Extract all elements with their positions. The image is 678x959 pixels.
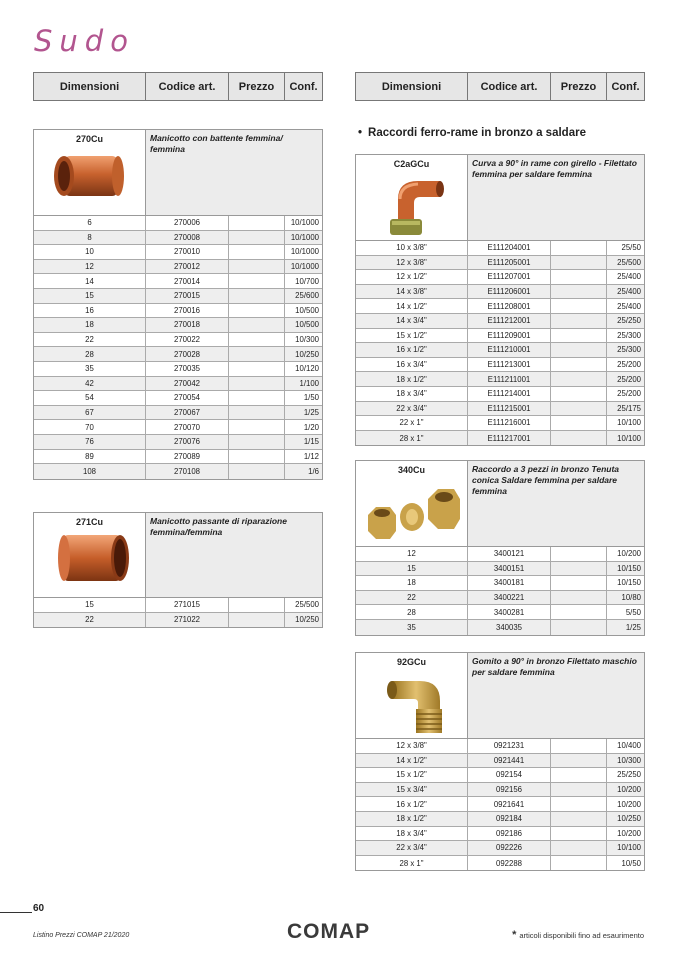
cell-codice: E111215001: [468, 402, 551, 416]
cell-prezzo: [229, 231, 285, 245]
table-row: [356, 856, 644, 871]
cell-prezzo: [229, 362, 285, 376]
table-row: [34, 333, 322, 348]
cell-prezzo: [229, 216, 285, 230]
cell-conf: 25/200: [617, 360, 641, 370]
cell-dimensione: 22: [34, 333, 146, 347]
cell-dimensione: 15: [356, 562, 468, 576]
cell-conf: 25/400: [617, 272, 641, 282]
cell-dimensione: 18 x 1/2": [356, 372, 468, 386]
cell-codice: 092288: [468, 856, 551, 871]
table-row: [34, 347, 322, 362]
cell-prezzo: [229, 245, 285, 259]
cell-conf: 25/600: [295, 291, 319, 301]
table-row: [34, 245, 322, 260]
comap-logo: [287, 921, 391, 941]
bronze-elbow-icon: [382, 669, 446, 737]
cell-prezzo: [551, 739, 607, 753]
product-block-270cu: [33, 129, 323, 480]
table-row: [356, 343, 644, 358]
cell-dimensione: 14 x 3/4": [356, 314, 468, 328]
cell-prezzo: [551, 343, 607, 357]
header-codice: Codice art.: [146, 73, 229, 100]
cell-prezzo: [551, 358, 607, 372]
cell-prezzo: [551, 856, 607, 871]
availability-note: * articoli disponibili fino ad esaurimento: [512, 929, 644, 941]
header-conf: Conf.: [611, 80, 640, 93]
column-header-right: [355, 72, 645, 101]
cell-dimensione: 15: [34, 289, 146, 303]
bullet-icon: •: [358, 127, 363, 139]
cell-dimensione: 70: [34, 420, 146, 434]
cell-prezzo: [229, 450, 285, 464]
cell-prezzo: [229, 304, 285, 318]
cell-codice: 270089: [146, 450, 229, 464]
cell-dimensione: 15: [34, 598, 146, 612]
cell-codice: 092226: [468, 841, 551, 855]
cell-dimensione: 22 x 1": [356, 416, 468, 430]
cell-dimensione: 15 x 1/2": [356, 768, 468, 782]
table-row: [34, 598, 322, 613]
cell-codice: 270016: [146, 304, 229, 318]
cell-prezzo: [551, 416, 607, 430]
cell-conf: 10/1000: [290, 247, 319, 257]
cell-codice: 092154: [468, 768, 551, 782]
cell-prezzo: [551, 299, 607, 313]
cell-dimensione: 12: [34, 260, 146, 274]
cell-conf: 25/200: [617, 374, 641, 384]
cell-prezzo: [229, 598, 285, 612]
table-row: [356, 562, 644, 577]
cell-codice: 271022: [146, 613, 229, 628]
cell-conf: 25/50: [621, 243, 641, 253]
table-row: [356, 783, 644, 798]
table-row: [356, 270, 644, 285]
table-row: [34, 231, 322, 246]
cell-dimensione: 22: [34, 613, 146, 628]
cell-conf: 10/500: [295, 320, 319, 330]
cell-dimensione: 14 x 1/2": [356, 754, 468, 768]
cell-conf: 10/250: [617, 814, 641, 824]
cell-prezzo: [551, 314, 607, 328]
cell-prezzo: [551, 372, 607, 386]
cell-codice: 270067: [146, 406, 229, 420]
cell-conf: 25/500: [617, 257, 641, 267]
table-row: [356, 620, 644, 635]
cell-prezzo: [229, 260, 285, 274]
product-description: Manicotto con battente femmina/ femmina: [146, 130, 322, 215]
table-row: [356, 591, 644, 606]
cell-prezzo: [229, 333, 285, 347]
cell-prezzo: [551, 841, 607, 855]
cell-codice: 3400121: [468, 547, 551, 561]
page-number: 60: [33, 903, 45, 914]
cell-dimensione: 22 x 3/4": [356, 841, 468, 855]
cell-codice: 0921441: [468, 754, 551, 768]
cell-conf: 25/250: [617, 770, 641, 780]
cell-dimensione: 108: [34, 464, 146, 479]
cell-codice: 0921231: [468, 739, 551, 753]
table-row: [356, 547, 644, 562]
cell-conf: 10/500: [295, 305, 319, 315]
cell-prezzo: [229, 289, 285, 303]
cell-codice: E111204001: [468, 241, 551, 255]
cell-dimensione: 18 x 1/2": [356, 812, 468, 826]
cell-prezzo: [229, 318, 285, 332]
cell-codice: 270070: [146, 420, 229, 434]
cell-conf: 25/400: [617, 301, 641, 311]
cell-conf: 10/300: [295, 335, 319, 345]
cell-prezzo: [551, 812, 607, 826]
table-row: [356, 797, 644, 812]
cell-dimensione: 18 x 3/4": [356, 827, 468, 841]
cell-dimensione: 6: [34, 216, 146, 230]
cell-dimensione: 22: [356, 591, 468, 605]
cell-codice: 270035: [146, 362, 229, 376]
product-code: 340Cu: [397, 465, 425, 475]
product-rows: [356, 241, 644, 445]
cell-prezzo: [551, 431, 607, 446]
cell-conf: 25/300: [617, 345, 641, 355]
cell-conf: 10/1000: [290, 262, 319, 272]
cell-codice: E111217001: [468, 431, 551, 446]
cell-prezzo: [551, 797, 607, 811]
cell-codice: E111206001: [468, 285, 551, 299]
table-row: [356, 314, 644, 329]
cell-prezzo: [229, 391, 285, 405]
cell-codice: E111209001: [468, 329, 551, 343]
cell-conf: 10/250: [295, 349, 319, 359]
table-row: [34, 391, 322, 406]
cell-dimensione: 89: [34, 450, 146, 464]
cell-dimensione: 35: [356, 620, 468, 635]
cell-conf: 10/1000: [290, 218, 319, 228]
cell-codice: 270028: [146, 347, 229, 361]
cell-dimensione: 10 x 3/8": [356, 241, 468, 255]
cell-codice: 092184: [468, 812, 551, 826]
cell-conf: 10/250: [295, 615, 319, 625]
cell-prezzo: [551, 547, 607, 561]
bronze-union-icon: [362, 479, 462, 543]
cell-codice: 3400181: [468, 576, 551, 590]
header-dimensioni: Dimensioni: [356, 73, 468, 100]
table-row: [356, 739, 644, 754]
cell-conf: 10/150: [617, 578, 641, 588]
cell-dimensione: 10: [34, 245, 146, 259]
cell-dimensione: 22 x 3/4": [356, 402, 468, 416]
cell-codice: E111211001: [468, 372, 551, 386]
copper-elbow-icon: [378, 169, 448, 239]
table-row: [356, 431, 644, 446]
table-row: [356, 402, 644, 417]
table-row: [356, 329, 644, 344]
table-row: [356, 576, 644, 591]
cell-dimensione: 16 x 3/4": [356, 358, 468, 372]
cell-prezzo: [551, 827, 607, 841]
cell-dimensione: 12 x 1/2": [356, 270, 468, 284]
cell-codice: E111208001: [468, 299, 551, 313]
cell-prezzo: [551, 270, 607, 284]
cell-prezzo: [551, 241, 607, 255]
cell-conf: 10/80: [621, 593, 641, 603]
cell-prezzo: [551, 329, 607, 343]
product-description: Curva a 90° in rame con girello - Filettato femmina per saldare femmina: [468, 155, 644, 240]
product-rows: [356, 739, 644, 870]
brand-title: Sudo: [34, 24, 135, 58]
product-description: Raccordo a 3 pezzi in bronzo Tenuta conica Saldare femmina per saldare femmina: [468, 461, 644, 546]
cell-prezzo: [551, 605, 607, 619]
cell-conf: 10/100: [617, 843, 641, 853]
cell-conf: 1/25: [303, 408, 319, 418]
product-image-cell: [356, 653, 468, 738]
product-block-271cu: [33, 512, 323, 628]
cell-codice: 270010: [146, 245, 229, 259]
cell-prezzo: [551, 591, 607, 605]
product-image-cell: [356, 155, 468, 240]
cell-conf: 25/175: [617, 403, 641, 413]
table-row: [34, 377, 322, 392]
cell-prezzo: [551, 576, 607, 590]
cell-codice: 270012: [146, 260, 229, 274]
cell-prezzo: [229, 613, 285, 628]
cell-dimensione: 15 x 3/4": [356, 783, 468, 797]
cell-conf: 1/100: [299, 378, 319, 388]
cell-dimensione: 76: [34, 435, 146, 449]
product-code: C2aGCu: [393, 159, 430, 169]
header-prezzo: Prezzo: [229, 73, 285, 100]
cell-conf: 10/300: [617, 755, 641, 765]
product-code: 270Cu: [75, 134, 103, 144]
cell-codice: 270054: [146, 391, 229, 405]
cell-codice: 3400281: [468, 605, 551, 619]
cell-prezzo: [229, 420, 285, 434]
cell-prezzo: [551, 562, 607, 576]
cell-dimensione: 28: [356, 605, 468, 619]
cell-conf: 1/50: [303, 393, 319, 403]
cell-conf: 10/100: [617, 418, 641, 428]
cell-conf: 10/150: [617, 563, 641, 573]
table-row: [356, 241, 644, 256]
cell-conf: 10/200: [617, 828, 641, 838]
cell-conf: 5/50: [625, 607, 641, 617]
cell-codice: 270018: [146, 318, 229, 332]
cell-conf: 1/12: [303, 451, 319, 461]
cell-conf: 10/700: [295, 276, 319, 286]
cell-dimensione: 16 x 1/2": [356, 343, 468, 357]
table-row: [34, 274, 322, 289]
cell-dimensione: 16 x 1/2": [356, 797, 468, 811]
table-row: [356, 812, 644, 827]
table-row: [356, 285, 644, 300]
column-header-left: [33, 72, 323, 101]
product-block-c2agcu: [355, 154, 645, 446]
cell-conf: 10/400: [617, 741, 641, 751]
table-row: [34, 464, 322, 479]
cell-conf: 1/15: [303, 437, 319, 447]
cell-codice: 340035: [468, 620, 551, 635]
cell-codice: 270108: [146, 464, 229, 479]
cell-prezzo: [229, 347, 285, 361]
cell-dimensione: 42: [34, 377, 146, 391]
table-row: [34, 450, 322, 465]
copper-coupling-icon: [50, 146, 130, 210]
cell-codice: 092186: [468, 827, 551, 841]
cell-codice: E111216001: [468, 416, 551, 430]
cell-codice: 270022: [146, 333, 229, 347]
cell-dimensione: 16: [34, 304, 146, 318]
cell-conf: 25/400: [617, 287, 641, 297]
cell-dimensione: 8: [34, 231, 146, 245]
cell-dimensione: 28 x 1": [356, 431, 468, 446]
table-row: [34, 362, 322, 377]
table-row: [356, 768, 644, 783]
cell-conf: 10/1000: [290, 232, 319, 242]
cell-codice: 0921641: [468, 797, 551, 811]
product-code: 271Cu: [75, 517, 103, 527]
header-codice: Codice art.: [468, 73, 551, 100]
table-row: [34, 289, 322, 304]
table-row: [356, 754, 644, 769]
cell-dimensione: 14: [34, 274, 146, 288]
listino-label: Listino Prezzi COMAP 21/2020: [33, 932, 130, 939]
cell-dimensione: 35: [34, 362, 146, 376]
cell-conf: 25/500: [295, 600, 319, 610]
cell-conf: 25/200: [617, 389, 641, 399]
table-row: [356, 605, 644, 620]
cell-codice: 092156: [468, 783, 551, 797]
cell-codice: E111207001: [468, 270, 551, 284]
cell-conf: 1/25: [625, 622, 641, 632]
product-rows: [356, 547, 644, 635]
cell-prezzo: [229, 274, 285, 288]
svg-text:COMAP: COMAP: [287, 921, 371, 941]
cell-dimensione: 67: [34, 406, 146, 420]
header-prezzo: Prezzo: [551, 73, 607, 100]
table-row: [356, 358, 644, 373]
table-row: [34, 260, 322, 275]
product-rows: [34, 598, 322, 627]
cell-conf: 25/250: [617, 316, 641, 326]
cell-codice: E111214001: [468, 387, 551, 401]
cell-codice: 3400151: [468, 562, 551, 576]
header-dimensioni: Dimensioni: [34, 73, 146, 100]
product-image-cell: [34, 513, 146, 597]
cell-codice: 270008: [146, 231, 229, 245]
cell-conf: 10/200: [617, 785, 641, 795]
cell-conf: 25/300: [617, 330, 641, 340]
copper-sleeve-icon: [52, 527, 132, 593]
table-row: [356, 827, 644, 842]
cell-prezzo: [551, 256, 607, 270]
cell-codice: 270042: [146, 377, 229, 391]
cell-conf: 10/50: [621, 858, 641, 868]
product-rows: [34, 216, 322, 479]
cell-codice: 270076: [146, 435, 229, 449]
cell-codice: E111213001: [468, 358, 551, 372]
cell-dimensione: 18: [356, 576, 468, 590]
product-code: 92GCu: [396, 657, 426, 667]
header-conf: Conf.: [289, 80, 318, 93]
cell-conf: 10/120: [295, 364, 319, 374]
cell-dimensione: 14 x 3/8": [356, 285, 468, 299]
product-image-cell: [34, 130, 146, 215]
cell-prezzo: [551, 620, 607, 635]
cell-codice: E111205001: [468, 256, 551, 270]
cell-conf: 10/200: [617, 799, 641, 809]
cell-prezzo: [551, 768, 607, 782]
table-row: [356, 841, 644, 856]
page-divider: [0, 912, 32, 913]
cell-conf: 10/100: [617, 433, 641, 443]
cell-codice: 270015: [146, 289, 229, 303]
table-row: [356, 372, 644, 387]
cell-prezzo: [551, 783, 607, 797]
cell-dimensione: 12 x 3/8": [356, 739, 468, 753]
cell-prezzo: [551, 387, 607, 401]
product-description: Manicotto passante di riparazione femmina/femmina: [146, 513, 322, 597]
cell-dimensione: 28: [34, 347, 146, 361]
cell-dimensione: 14 x 1/2": [356, 299, 468, 313]
cell-prezzo: [551, 754, 607, 768]
cell-codice: 270006: [146, 216, 229, 230]
table-row: [356, 256, 644, 271]
table-row: [34, 420, 322, 435]
product-description: Gomito a 90° in bronzo Filettato maschio per saldare femmina: [468, 653, 644, 738]
product-block-92gcu: [355, 652, 645, 871]
table-row: [34, 406, 322, 421]
cell-conf: 10/200: [617, 549, 641, 559]
table-row: [34, 318, 322, 333]
table-row: [34, 435, 322, 450]
cell-prezzo: [229, 406, 285, 420]
cell-prezzo: [551, 285, 607, 299]
cell-conf: 1/20: [303, 422, 319, 432]
cell-conf: 1/6: [308, 466, 319, 476]
cell-prezzo: [551, 402, 607, 416]
table-row: [356, 387, 644, 402]
cell-dimensione: 12 x 3/8": [356, 256, 468, 270]
cell-dimensione: 18: [34, 318, 146, 332]
cell-codice: 270014: [146, 274, 229, 288]
table-row: [356, 416, 644, 431]
cell-prezzo: [229, 464, 285, 479]
cell-prezzo: [229, 377, 285, 391]
cell-dimensione: 12: [356, 547, 468, 561]
cell-dimensione: 28 x 1": [356, 856, 468, 871]
product-image-cell: [356, 461, 468, 546]
cell-codice: 271015: [146, 598, 229, 612]
cell-codice: E111212001: [468, 314, 551, 328]
table-row: [34, 216, 322, 231]
table-row: [34, 304, 322, 319]
cell-dimensione: 54: [34, 391, 146, 405]
section-title: • Raccordi ferro-rame in bronzo a saldare: [358, 127, 586, 139]
cell-prezzo: [229, 435, 285, 449]
cell-dimensione: 18 x 3/4": [356, 387, 468, 401]
product-block-340cu: [355, 460, 645, 636]
cell-codice: E111210001: [468, 343, 551, 357]
cell-codice: 3400221: [468, 591, 551, 605]
table-row: [356, 299, 644, 314]
table-row: [34, 613, 322, 628]
cell-dimensione: 15 x 1/2": [356, 329, 468, 343]
